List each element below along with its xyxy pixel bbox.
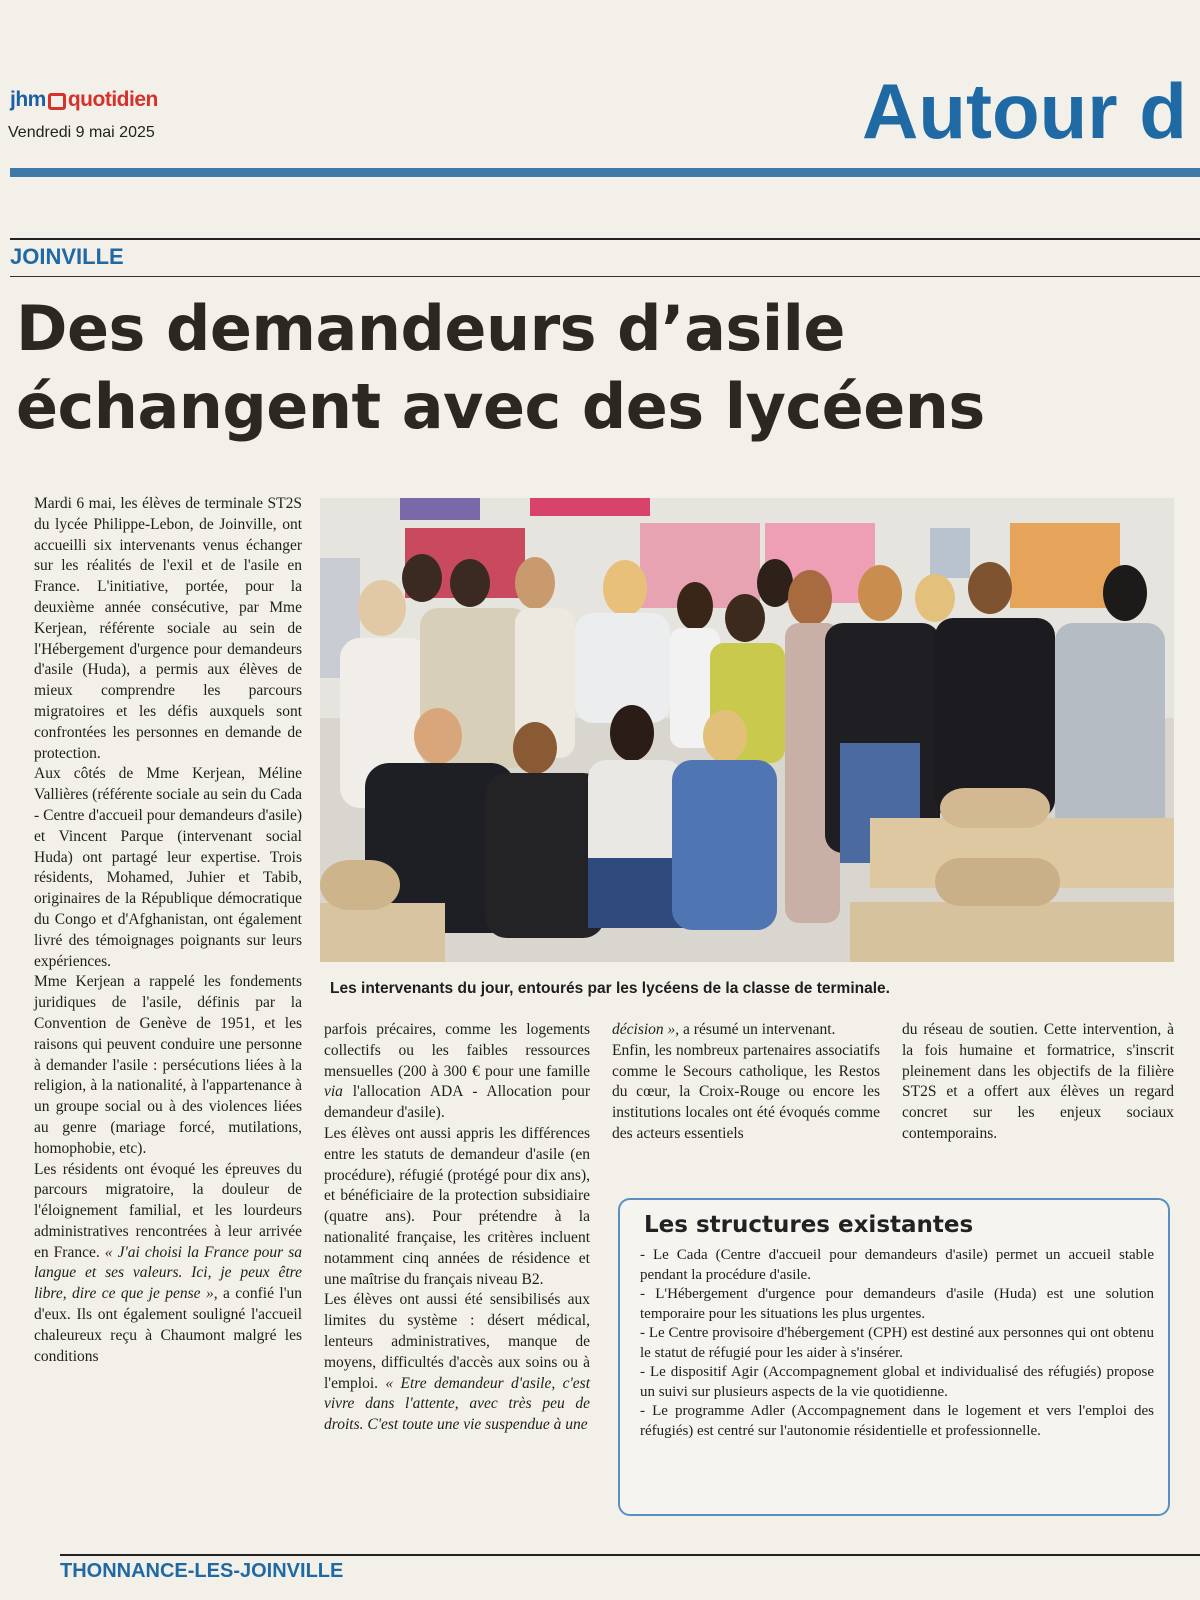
list-item: - Le programme Adler (Accompagnement dans le logement et vers l'emploi des réfugiés) est centré sur l'autonomie résidentielle et professionnelle. <box>640 1403 1154 1439</box>
quote: « Etre demandeur d'asile, c'est vivre dans l'attente, avec très peu de droits. C'est toute une vie suspendue à une <box>324 1374 591 1434</box>
photo-caption: Les intervenants du jour, entourés par les lycéens de la classe de terminale. <box>330 980 890 997</box>
box-title: Les structures existantes <box>644 1212 974 1238</box>
paragraph-text: l'allocation ADA - Allocation pour demandeur d'asile). <box>324 1083 590 1122</box>
paragraph <box>324 1290 590 1436</box>
group-photo-illustration <box>320 498 1174 962</box>
paragraph: Aux côtés de Mme Kerjean, Méline Vallières (référente sociale au sein du Cada - Centre d'accueil pour demandeurs d'asile) et Vincent Parque (intervenant social Huda) ont partagé leur expertise. Trois résidents, Mohamed, Juhier et Tabib, originaires de la République démocratique du Congo et d'Afghanistan, ont également livré des témoignages poignants sur leurs expériences. <box>34 765 302 970</box>
quote: « J'ai choisi la France pour sa langue et ses valeurs. Ici, je peux être libre, dire ce que je pense » <box>34 1243 303 1303</box>
logo-mark-icon <box>48 93 66 110</box>
newspaper-logo <box>10 88 158 112</box>
footer-rule <box>60 1554 1200 1556</box>
structures-box <box>618 1198 1170 1516</box>
paragraph <box>324 1020 590 1124</box>
paragraph <box>34 1160 302 1368</box>
paragraph-text: Les résidents ont évoqué les épreuves du parcours migratoire, la douleur de l'éloignement familial, et les lourdeurs administratives rencontrées à leur arrivée en France. <box>34 1160 302 1261</box>
article-column-1 <box>34 494 302 1367</box>
issue-date: Vendredi 9 mai 2025 <box>8 124 155 141</box>
article-headline <box>16 290 1166 446</box>
italic-word: via <box>324 1083 343 1101</box>
paragraph-text: , a résumé un intervenant. <box>675 1021 836 1038</box>
logo-jhm: jhm <box>10 88 46 111</box>
list-item: - Le Centre provisoire d'hébergement (CPH) est destiné aux personnes qui ont obtenu le statut de réfugié pour les aider à s'insérer. <box>640 1325 1154 1361</box>
headline-line-1: Des demandeurs d’asile <box>16 292 845 365</box>
paragraph: Les élèves ont aussi appris les différences entre les statuts de demandeur d'asile (en procédure), réfugié (protégé pour dix ans), et bénéficiaire de la protection subsidiaire (quatre ans). Pour prétendre à la nationalité française, les critères incluent notamment cinq années de résidence et une maîtrise du français niveau B2. <box>324 1124 590 1288</box>
section-heading: Autour d <box>862 67 1187 155</box>
paragraph: Mardi 6 mai, les élèves de terminale ST2S du lycée Philippe-Lebon, de Joinville, ont accueilli six intervenants venus échanger sur les réalités de l'exil et de l'asile en France. L'initiative, portée, pour la deuxième année consécutive, par Mme Kerjean, référente sociale au sein de l'Hébergement d'urgence pour demandeurs d'asile (Huda), a permis aux élèves de mieux comprendre les parcours migratoires et les défis auxquels sont confrontées les personnes en demande de protection. <box>34 495 302 762</box>
paragraph-text: Les élèves ont aussi été sensibilisés aux limites du système : désert médical, lenteurs administratives, manque de moyens, difficultés d'accès aux soins ou à l'emploi. <box>324 1291 590 1392</box>
paragraph: du réseau de soutien. Cette intervention, à la fois humaine et formatrice, s'inscrit pleinement dans les objectifs de la filière ST2S et a offert aux élèves un regard concret sur les enjeux sociaux contemporains. <box>902 1021 1174 1142</box>
kicker-rule-bottom <box>10 276 1200 277</box>
list-item: - Le Cada (Centre d'accueil pour demandeurs d'asile) permet un accueil stable pendant la procédure d'asile. <box>640 1247 1154 1283</box>
paragraph: Enfin, les nombreux partenaires associatifs comme le Secours catholique, les Restos du cœur, la Croix-Rouge ou encore les institutions locales ont été évoqués comme des acteurs essentiels <box>612 1041 880 1142</box>
article-column-3 <box>612 1020 880 1145</box>
headline-line-2: échangent avec des lycéens <box>16 370 985 443</box>
paragraph <box>612 1020 880 1041</box>
masthead-rule <box>10 168 1200 177</box>
list-item: - Le dispositif Agir (Accompagnement global et individualisé des réfugiés) propose un suivi sur plusieurs aspects de la vie quotidienne. <box>640 1364 1154 1400</box>
article-column-2 <box>324 1020 590 1436</box>
article-column-4 <box>902 1020 1174 1145</box>
group-photo <box>320 498 1174 962</box>
quote: décision » <box>612 1021 676 1038</box>
logo-quotidien: quotidien <box>67 88 158 111</box>
paragraph-text: parfois précaires, comme les logements collectifs ou les faibles ressources mensuelles (200 à 300 € pour une famille <box>324 1021 590 1080</box>
kicker-rule-top <box>10 238 1200 240</box>
list-item: - L'Hébergement d'urgence pour demandeurs d'asile (Huda) est une solution temporaire pour les situations les plus urgentes. <box>640 1286 1154 1322</box>
structures-list <box>634 1246 1154 1441</box>
article-kicker: JOINVILLE <box>10 244 124 269</box>
paragraph: Mme Kerjean a rappelé les fondements juridiques de l'asile, définis par la Convention de Genève de 1951, et les raisons qui peuvent conduire une personne à demander l'asile : persécutions liées à la religion, à la nationalité, à l'appartenance à un groupe social ou à des violences liées au genre (mariage forcé, mutilations, homophobie, etc). <box>34 973 302 1157</box>
paragraph-text: , a confié l'un d'eux. Ils ont également souligné l'accueil chaleureux reçu à Chaumont malgré les conditions <box>34 1285 302 1365</box>
next-article-kicker: THONNANCE-LES-JOINVILLE <box>60 1560 344 1582</box>
